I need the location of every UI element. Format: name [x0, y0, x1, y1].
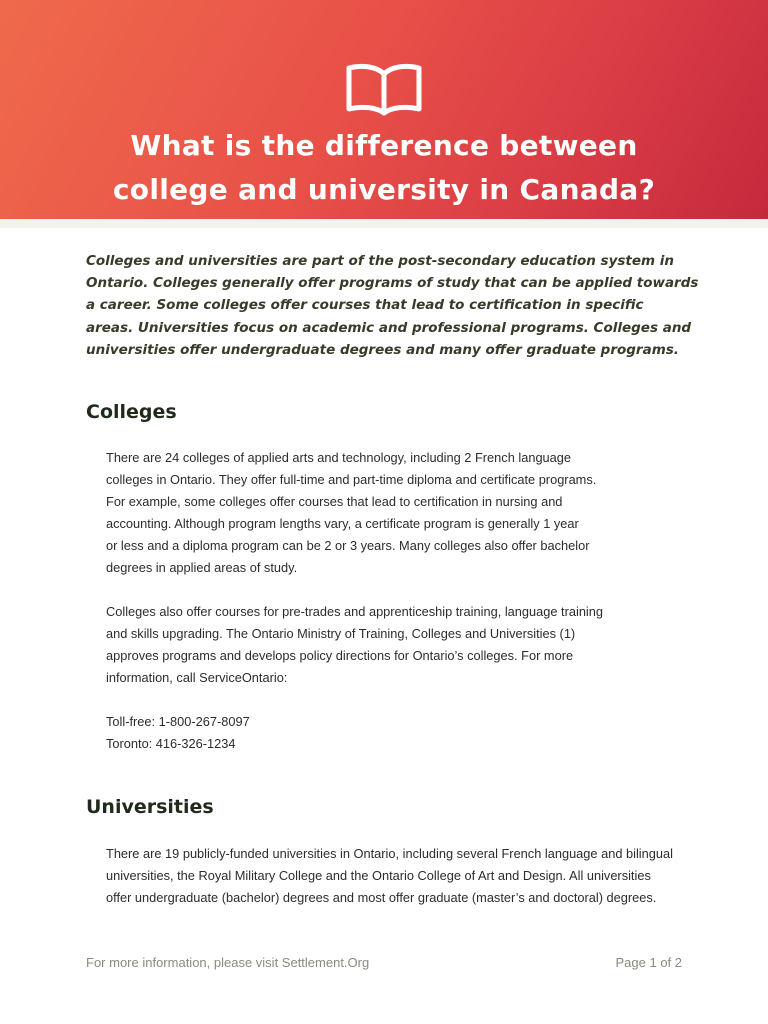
intro-line: Ontario. Colleges generally offer programs of study that can be applied towards — [86, 275, 699, 292]
book-icon — [344, 60, 424, 116]
universities-paragraph-1 — [106, 843, 706, 909]
header-banner — [0, 0, 768, 219]
paragraph-line: degrees in applied areas of study. — [106, 560, 298, 575]
paragraph-line: Colleges also offer courses for pre-trades and apprenticeship training, language training — [106, 604, 604, 619]
paragraph-line: colleges in Ontario. They offer full-time and part-time diploma and certificate programs. — [106, 472, 597, 487]
colleges-contacts — [106, 711, 406, 755]
intro-line: universities offer undergraduate degrees and many offer graduate programs. — [86, 341, 679, 358]
colleges-paragraph-2 — [106, 601, 646, 689]
paragraph-line: For example, some colleges offer courses that lead to certification in nursing and — [106, 494, 563, 509]
paragraph-line: universities, the Royal Military College and the Ontario College of Art and Design. All universities — [106, 868, 651, 883]
header-divider — [0, 219, 768, 228]
paragraph-line: offer undergraduate (bachelor) degrees and most offer graduate (master’s and doctoral) degrees. — [106, 890, 657, 905]
paragraph-line: There are 19 publicly-funded universities in Ontario, including several French language and bilingual — [106, 846, 673, 861]
footer-info-text: For more information, please visit Settlement.Org — [86, 955, 370, 970]
intro-line: a career. Some colleges offer courses that lead to certification in specific — [86, 297, 644, 314]
title-line: college and university in Canada? — [112, 173, 656, 206]
paragraph-line: There are 24 colleges of applied arts and technology, including 2 French language — [106, 450, 572, 465]
colleges-heading: Colleges — [86, 401, 177, 423]
toll-free-number: Toll-free: 1-800-267-8097 — [106, 714, 250, 729]
paragraph-line: or less and a diploma program can be 2 or 3 years. Many colleges also offer bachelor — [106, 538, 590, 553]
paragraph-line: information, call ServiceOntario: — [106, 670, 288, 685]
intro-paragraph — [86, 250, 699, 361]
page-title — [40, 124, 728, 212]
paragraph-line: approves programs and develops policy directions for Ontario’s colleges. For more — [106, 648, 574, 663]
colleges-paragraph-1 — [106, 447, 646, 579]
intro-line: Colleges and universities are part of the post-secondary education system in — [86, 253, 675, 269]
paragraph-line: and skills upgrading. The Ontario Ministry of Training, Colleges and Universities (1) — [106, 626, 576, 641]
page-number: Page 1 of 2 — [615, 955, 682, 970]
paragraph-line: accounting. Although program lengths vary, a certificate program is generally 1 year — [106, 516, 579, 531]
toronto-number: Toronto: 416-326-1234 — [106, 736, 236, 751]
title-line: What is the difference between — [130, 129, 638, 162]
universities-heading: Universities — [86, 796, 214, 818]
intro-line: areas. Universities focus on academic and professional programs. Colleges and — [86, 319, 692, 336]
